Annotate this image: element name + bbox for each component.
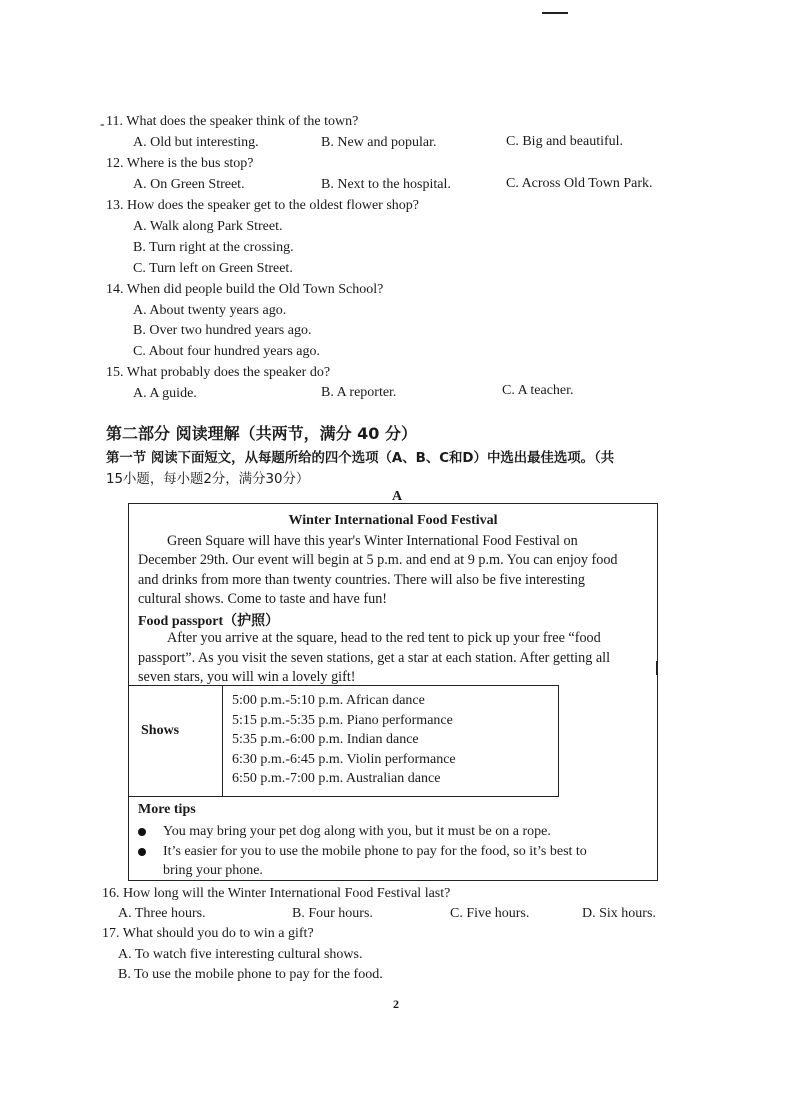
q12-option-c: C. Across Old Town Park. (506, 176, 653, 191)
margin-mark: - (100, 117, 105, 132)
q13-option-c: C. Turn left on Green Street. (133, 261, 293, 276)
bullet-icon (138, 828, 146, 836)
section1-instruction-line1: 第一节 阅读下面短文，从每题所给的四个选项（A、B、C和D）中选出最佳选项。（共 (106, 451, 615, 466)
q12-option-b: B. Next to the hospital. (321, 177, 451, 192)
tip-1-text: You may bring your pet dog along with you, but it must be on a rope. (163, 824, 551, 839)
show-item: 6:30 p.m.-6:45 p.m. Violin performance (232, 752, 456, 767)
show-item: 5:15 p.m.-5:35 p.m. Piano performance (232, 713, 453, 728)
q14-option-b: B. Over two hundred years ago. (133, 323, 312, 338)
q11-option-c: C. Big and beautiful. (506, 134, 624, 149)
question-13-stem: 13. How does the speaker get to the oldest flower shop? (106, 198, 419, 213)
q16-option-b: B. Four hours. (292, 906, 373, 921)
question-17-stem: 17. What should you do to win a gift? (102, 926, 314, 941)
passage-box (128, 503, 658, 881)
q14-option-a: A. About twenty years ago. (133, 303, 287, 318)
intro-line-2: December 29th. Our event will begin at 5 p.m. and end at 9 p.m. You can enjoy food (138, 552, 618, 568)
q15-option-c: C. A teacher. (502, 383, 574, 398)
section1-instruction-line2: 15小题，每小题2分，满分30分） (106, 472, 310, 487)
food-passport-heading: Food passport（护照） (138, 614, 280, 629)
margin-tick (656, 661, 658, 675)
q16-option-a: A. Three hours. (118, 906, 206, 921)
q11-option-b: B. New and popular. (321, 135, 437, 150)
show-item: 5:00 p.m.-5:10 p.m. African dance (232, 693, 425, 708)
question-12-stem: 12. Where is the bus stop? (106, 156, 254, 171)
tip-2-line-2: bring your phone. (163, 863, 263, 878)
tip-2-line-1: It’s easier for you to use the mobile phone to pay for the food, so it’s best to (163, 844, 587, 859)
question-11-stem: 11. What does the speaker think of the town? (106, 114, 359, 129)
q13-option-b: B. Turn right at the crossing. (133, 240, 294, 255)
bullet-icon (138, 848, 146, 856)
show-item: 6:50 p.m.-7:00 p.m. Australian dance (232, 771, 441, 786)
passport-line-3: seven stars, you will win a lovely gift! (138, 669, 356, 685)
question-16-stem: 16. How long will the Winter International Food Festival last? (102, 886, 451, 901)
q17-option-a: A. To watch five interesting cultural shows. (118, 947, 363, 962)
q17-option-b: B. To use the mobile phone to pay for the food. (118, 967, 383, 982)
question-15-stem: 15. What probably does the speaker do? (106, 365, 331, 380)
question-14-stem: 14. When did people build the Old Town School? (106, 282, 384, 297)
q16-option-d: D. Six hours. (582, 906, 656, 921)
q15-option-b: B. A reporter. (321, 385, 397, 400)
shows-list (222, 685, 560, 797)
intro-line-3: and drinks from more than twenty countries. There will also be five interesting (138, 572, 585, 588)
q14-option-c: C. About four hundred years ago. (133, 344, 321, 359)
q11-option-a: A. Old but interesting. (133, 135, 259, 150)
passport-line-1: After you arrive at the square, head to the red tent to pick up your free “food (167, 630, 601, 646)
intro-line-1: Green Square will have this year's Winter International Food Festival on (167, 533, 578, 549)
show-item: 5:35 p.m.-6:00 p.m. Indian dance (232, 732, 419, 747)
passage-title: Winter International Food Festival (288, 513, 498, 528)
tip-item (138, 842, 650, 882)
q15-option-a: A. A guide. (133, 386, 197, 401)
q13-option-a: A. Walk along Park Street. (133, 219, 283, 234)
q12-option-a: A. On Green Street. (133, 177, 245, 192)
passport-line-2: passport”. As you visit the seven stations, get a star at each station. After getting all (138, 650, 611, 666)
header-rule (542, 12, 568, 14)
part2-heading: 第二部分 阅读理解（共两节，满分 40 分） (106, 424, 417, 443)
shows-table (129, 685, 559, 797)
tip-item (138, 822, 650, 842)
intro-line-4: cultural shows. Come to taste and have fun! (138, 591, 388, 607)
q16-option-c: C. Five hours. (450, 906, 530, 921)
page-number: 2 (393, 997, 399, 1011)
shows-label: Shows (141, 723, 180, 738)
more-tips-heading: More tips (138, 802, 196, 817)
passage-label: A (392, 489, 403, 504)
